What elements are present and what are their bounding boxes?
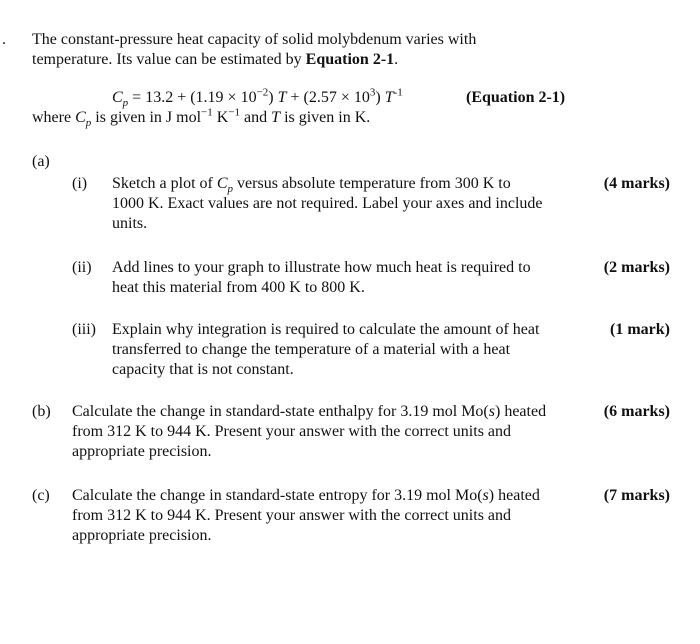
- part-a-iii-number: (iii): [72, 321, 96, 338]
- part-c-line-1: Calculate the change in standard-state entropy for 3.19 mol Mo(s) heated: [72, 487, 540, 504]
- equation-reference: Equation 2-1: [305, 51, 395, 68]
- part-a-ii-line-1: Add lines to your graph to illustrate how much heat is required to: [112, 259, 531, 276]
- part-a-i-line-1: Sketch a plot of $C_p$ versus absolute temperature from 300 K to: [112, 175, 511, 196]
- part-b-line-1: Calculate the change in standard-state enthalpy for 3.19 mol Mo(s) heated: [72, 403, 547, 420]
- part-a-iii-line-2: transferred to change the temperature of a material with a heat: [112, 341, 511, 358]
- part-c-line-3: appropriate precision.: [72, 527, 212, 544]
- part-a-i-marks: (4 marks): [603, 175, 670, 192]
- intro-line-1: The constant-pressure heat capacity of solid molybdenum varies with: [32, 31, 477, 48]
- part-a-ii-marks: (2 marks): [603, 259, 670, 276]
- intro-line-2: temperature. Its value can be estimated by Equation 2-1.: [32, 51, 399, 68]
- part-b-label: (b): [32, 403, 51, 420]
- part-a-label: (a): [32, 153, 50, 170]
- part-c-label: (c): [32, 487, 50, 504]
- part-a-i-line-2: 1000 K. Exact values are not required. Label your axes and include: [112, 195, 543, 212]
- question-number: .: [2, 31, 6, 48]
- equation-label: (Equation 2-1): [466, 89, 566, 106]
- part-c-line-2: from 312 K to 944 K. Present your answer with the correct units and: [72, 507, 512, 524]
- part-a-i-number: (i): [72, 175, 88, 192]
- equation-2-1: $C_p = 13.2 + (1.19 \times 10^{-2}) T + (2.57 \times 10^3)$ $T^{-1}$: [112, 86, 403, 110]
- part-a-iii-marks: (1 mark): [610, 321, 670, 338]
- part-a-ii-number: (ii): [72, 259, 92, 276]
- part-a-iii-line-3: capacity that is not constant.: [112, 361, 294, 378]
- part-b-line-2: from 312 K to 944 K. Present your answer with the correct units and: [72, 423, 512, 440]
- part-a-ii-line-2: heat this material from 400 K to 800 K.: [112, 279, 365, 296]
- part-a-i-line-3: units.: [112, 215, 148, 232]
- part-b-marks: (6 marks): [603, 403, 670, 420]
- units-note: where $C_p$ is given in J mol$^{-1}$ $K^{-1}$ and T is given in K.: [32, 106, 371, 130]
- part-b-line-3: appropriate precision.: [72, 443, 212, 460]
- part-c-marks: (7 marks): [603, 487, 670, 504]
- part-a-iii-line-1: Explain why integration is required to calculate the amount of heat: [112, 321, 540, 338]
